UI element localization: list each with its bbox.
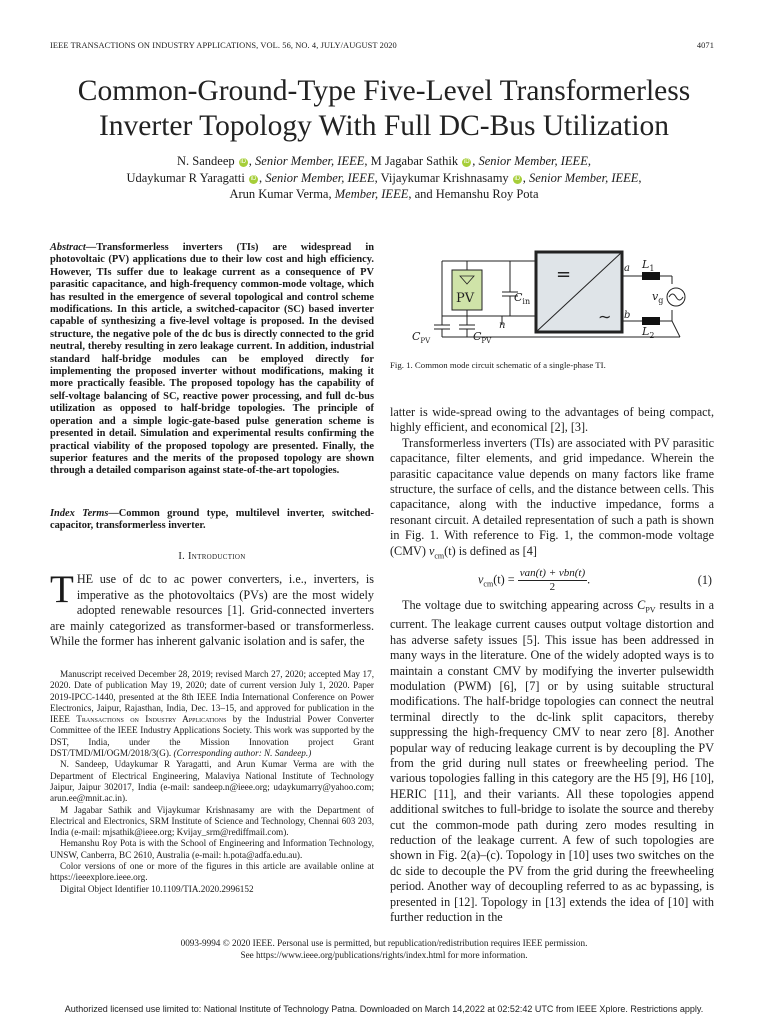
dc-symbol: = <box>556 264 572 285</box>
intro-lead-word: HE <box>76 572 94 586</box>
orcid-icon[interactable]: iD <box>514 175 521 182</box>
footnote-affiliation: N. Sandeep, Udaykumar R Yaragatti, and Arun Kumar Verma are with the Department of Electrical Engineering, Malaviya National Institute of Technology Jaipur, Jaipur 302017, India (e-mail: sandeep.n@ieee.org; udaykumarry@yahoo.com; arun.ee@mnit.ac.in). <box>50 759 374 804</box>
license-notice: Authorized licensed use limited to: National Institute of Technology Patna. Downloaded on March 14,2022 at 02:52:42 UTC from IEEE Xplore. Restrictions apply. <box>64 1004 704 1014</box>
index-terms-label: Index Terms <box>50 508 109 519</box>
intro-text: use of dc to ac power converters, i.e., inverters, is imperative as the photovoltaics (PVs) are the most widely adopted renewable resources [1]. Grid-connected inverters are mainly categorized as transformer-based or transformerless. While the former has inherent galvanic isolation and is safer, the <box>50 572 374 649</box>
author-list: N. Sandeep iD , Senior Member, IEEE, M Jagabar Sathik iD , Senior Member, IEEE, Udaykumar R Yaragatti iD , Senior Member, IEEE, Vijaykumar Krishnasamy iD , Senior Member, IEEE, Arun Kumar Verma, Member, IEEE, and Hemanshu Roy Pota <box>126 154 642 201</box>
l2-label: $L_2$ <box>642 325 655 340</box>
corresponding-author-note: (Corresponding author: N. Sandeep.) <box>173 748 312 759</box>
equation-denominator: 2 <box>549 581 556 593</box>
author-membership: Member, IEEE <box>334 187 409 201</box>
right-column-text <box>390 405 714 925</box>
title-line-2: Inverter Topology With Full DC-Bus Utilization <box>98 110 670 142</box>
copyright-notice <box>0 938 768 961</box>
author-membership: Senior Member, IEEE <box>265 170 375 185</box>
footnote-manuscript <box>50 669 374 759</box>
figure-1-caption: Fig. 1. Common mode circuit schematic of a single-phase TI. <box>390 360 606 370</box>
author-name: Hemanshu Roy Pota <box>435 187 539 201</box>
equation-numerator: van(t) + vbn(t) <box>519 567 586 579</box>
cin-label: $C_{in}$ <box>514 291 531 306</box>
figure-1-circuit <box>410 246 700 354</box>
intro-paragraph <box>50 568 374 650</box>
drop-cap: T <box>50 568 74 611</box>
title-line-1: Common-Ground-Type Five-Level Transformerless <box>77 75 691 107</box>
abstract-dash: — <box>85 242 97 253</box>
abstract-text: Transformerless inverters (TIs) are widespread in photovoltaic (PV) applications due to their low cost and high efficiency. However, TIs suffer due to leakage current as a consequence of PV parasitic capacitance, and high-frequency common-mode voltage, which has resulted in the emergence of several topological and control scheme modifications. In this article, a switched-capacitor (SC) based inverter capable of synthesizing a five-level voltage is proposed. In the devised structure, the negative pole of the dc bus is directly connected to the grid neutral, thereby resulting in zero leakage current. In addition, industrial standard half-bridge modules can be employed directly for implementing the proposed inverter without modifications, making it more practically feasible. The proposed topology has the capability of self-voltage balancing of SC, reactive power processing, and full dc-bus utilization as opposed to half-bridge topologies. The principle of operation and a simple logic-gate-based pulse generation scheme is presented in detail. Simulation and experimental results confirming the practical viability of the proposed topology are presented. Finally, the superior features and the merits of the proposed topology are shown through a detailed comparison against state-of-the-art topologies. <box>50 242 374 477</box>
author-name: N. Sandeep <box>177 154 235 168</box>
index-terms <box>50 508 374 533</box>
footnote-affiliation: Hemanshu Roy Pota is with the School of Engineering and Information Technology, UNSW, Canberra, BC 2610, Australia (e-mail: h.pota@adfa.edu.au). <box>50 838 374 860</box>
author-name: Udaykumar R Yaragatti <box>126 170 245 185</box>
index-terms-text: Common ground type, multilevel inverter, switched-capacitor, transformerless inverter. <box>50 508 374 532</box>
paper-title <box>40 74 728 144</box>
footnote-journal-name: Transactions on Industry Applications <box>76 714 227 725</box>
node-b-label: b <box>624 310 631 321</box>
orcid-icon[interactable]: iD <box>250 175 257 182</box>
cpv-label-left: $C_{PV}$ <box>412 330 431 345</box>
cpv-label-mid: $C_{PV}$ <box>473 330 492 345</box>
footnote-doi: Digital Object Identifier 10.1109/TIA.2020.2996152 <box>60 883 254 894</box>
l1-label: $L_1$ <box>642 258 655 273</box>
inductor-l1 <box>642 272 660 280</box>
vg-label: $v_g$ <box>652 290 664 305</box>
author-name: Vijaykumar Krishnasamy <box>380 170 509 185</box>
footnote-text: by the Industrial Power Converter Committee of the IEEE Industry Applications Society. This work was supported by the DST, India, under the Mission Innovation project Grant DST/TMD/MI/OGM/2018/3(G). <box>50 714 374 759</box>
section-heading: I. Introduction <box>178 551 246 562</box>
abstract <box>50 242 374 478</box>
orcid-icon[interactable]: iD <box>240 159 247 165</box>
conjunction: and <box>414 187 433 201</box>
ac-symbol: ∼ <box>598 307 612 326</box>
page-number: 4071 <box>696 41 714 50</box>
paragraph: Transformerless inverters (TIs) are associated with PV parasitic capacitance, filter elements, and grid impedance. Wherein the parasitic capacitance value depends on many factors like frame structure, the surface of cells, and the distance between cells. This capacitance, along with the inductive impedance, forms a resonant circuit. A detailed representation of such a path is shown in Fig. 1. With reference to Fig. 1, the common-mode voltage (CMV) $v_{cm}(t)$ is defined as [4] <box>390 435 714 561</box>
author-membership: Senior Member, IEEE <box>529 170 639 185</box>
paragraph: latter is wide-spread owing to the advantages of being compact, highly efficient, and economical [2], [3]. <box>390 405 714 435</box>
author-membership: Senior Member, IEEE <box>478 154 588 168</box>
abstract-label: Abstract <box>50 242 86 253</box>
node-a-label: a <box>624 263 630 274</box>
equation-1: $v_{cm}(t)$ = $\frac{\text{van(t) + vbn(t)}}{2}$ . (1) <box>478 567 712 593</box>
footnote-color-note: Color versions of one or more of the figures in this article are available online at https://ieeexplore.ieee.org. <box>50 861 374 883</box>
author-name: M Jagabar Sathik <box>370 154 459 168</box>
pv-label: PV <box>456 291 475 306</box>
footnote-affiliation: M Jagabar Sathik and Vijaykumar Krishnasamy are with the Department of Electrical and Electronics, SRM Institute of Science and Technology, Chennai 603 203, India (e-mail: mjsathik@ieee.org; Kvijay_srm@rediffmail.com). <box>50 804 374 838</box>
author-membership: Senior Member, IEEE <box>255 154 365 168</box>
inductor-l2 <box>642 317 660 325</box>
index-terms-dash: — <box>108 508 119 519</box>
equation-number: (1) <box>697 572 712 587</box>
author-name: Arun Kumar Verma <box>229 187 329 201</box>
orcid-icon[interactable]: iD <box>463 159 470 165</box>
running-header-journal: IEEE TRANSACTIONS ON INDUSTRY APPLICATIONS, VOL. 56, NO. 4, JULY/AUGUST 2020 <box>50 41 397 50</box>
footnotes <box>50 669 374 895</box>
paragraph: The voltage due to switching appearing across $C_{PV}$ results in a current. The leakage current causes output voltage distortion and has adverse safety issues [5]. This issue has been addressed in many ways in the literature. One of the widely adopted ways is to maintain a constant CMV by modifying the inverter pulsewidth modulation (PWM) [6], [7] or by using suitable structural modifications. The half-bridge topologies can connect the neutral terminal directly to the dc-link split capacitors, thereby suppressing the high-frequency CMV to near zero [8]. Another popular way of reducing leakage current is by decoupling the PV from the grid during null states or freewheeling period. The various topologies falling in this category are the H5 [9], H6 [10], HERIC [11], and their variants. All these topologies append additional switches to full-bridge to isolate the source and thereby cut the common-mode path during zero modes resulting in reduction of the leakage current. A few of such topologies are shown in Fig. 2(a)–(c). Topology in [10] uses two switches on the dc side to decouple the PV from the grid during the freewheeling period. Another way of decoupling referred to as ac bypassing, is presented in [12]. Topology in [13] extends the idea of [10] with further reduction in the <box>390 597 714 925</box>
node-n-label: n <box>499 320 506 331</box>
copyright-line-2: See https://www.ieee.org/publications/rights/index.html for more information. <box>240 949 528 960</box>
copyright-line-1: 0093-9994 © 2020 IEEE. Personal use is permitted, but republication/redistribution requires IEEE permission. <box>180 938 588 948</box>
footnote-text: Manuscript received December 28, 2019; revised March 27, 2020; accepted May 17, 2020. Date of publication May 19, 2020; date of current version July 1, 2020. Paper 2019-IPCC-1440, presented at the 8th IEEE India International Conference on Power Electronics, Jaipur, Rajasthan, India, Dec. 13–15, and approved for publication in the IEEE <box>50 669 374 725</box>
